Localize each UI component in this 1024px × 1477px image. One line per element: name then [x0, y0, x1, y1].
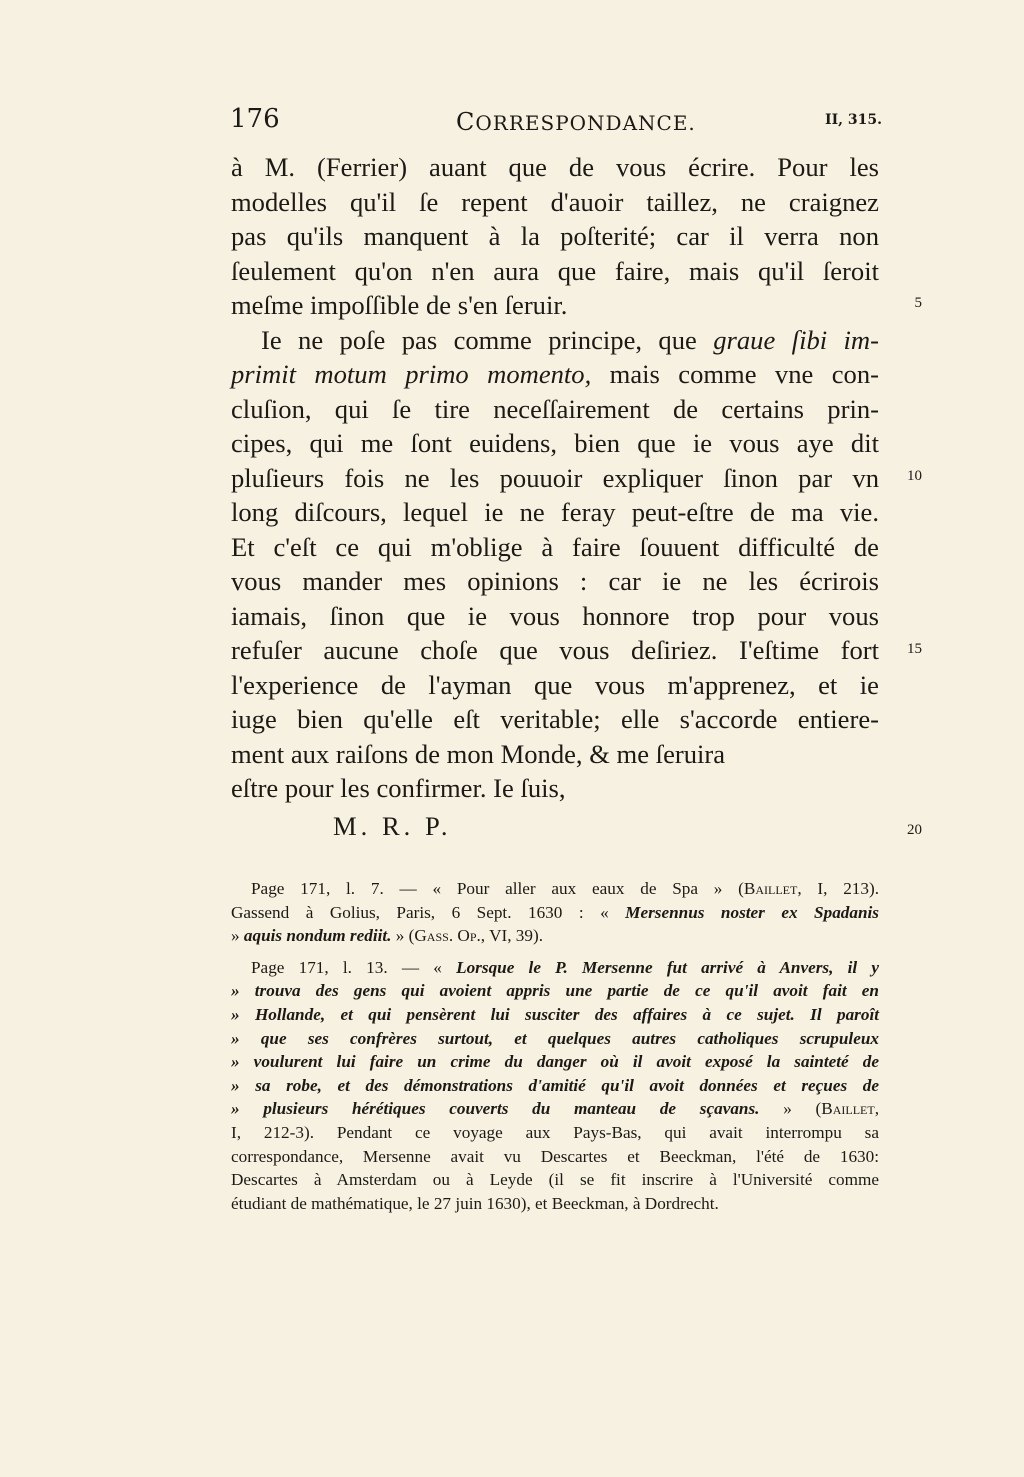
text-line: iamais, ſinon que ie vous honnore trop pour vous	[231, 600, 879, 631]
text-line: eſtre pour les confirmer. Ie ſuis,	[231, 773, 566, 803]
footnote-line	[231, 956, 879, 980]
footnote-text: ,	[874, 1099, 879, 1119]
text-line: pluſieurs fois ne les pouuoir expliquer ſinon par vn	[231, 462, 879, 493]
french-quote: » plusieurs hérétiques couverts du manteau de sçavans.	[231, 1099, 760, 1119]
footnote-line: correspondance, Mersenne avait vu Descartes et Beeckman, l'été de 1630:	[231, 1146, 879, 1166]
text-line: pas qu'ils manquent à la poſterité; car il verra non	[231, 221, 879, 251]
footnote-text: » (	[395, 926, 415, 946]
text-line: refuſer aucune choſe que vous deſiriez. I'eſtime fort	[231, 635, 879, 665]
running-title-initial: C	[456, 108, 476, 136]
text-line: l'experience de l'ayman que vous m'apprenez, et ie	[231, 669, 879, 700]
latin-quote: graue ſibi im-	[713, 324, 879, 355]
text-line: iuge bien qu'elle eſt veritable; elle s'accorde entiere-	[231, 704, 879, 734]
line-number: 20	[907, 822, 922, 838]
text-line	[231, 357, 879, 392]
footnote-text: , I, 213).	[797, 879, 879, 898]
text-line: Et c'eſt ce qui m'oblige à faire ſouuent difficulté de	[231, 531, 879, 562]
latin-quote: primit motum primo momento,	[231, 359, 592, 389]
text-line: modelles qu'il ſe repent d'auoir taillez, ne craignez	[231, 186, 879, 217]
line-number: 5	[914, 295, 922, 311]
latin-quote: aquis nondum rediit.	[243, 926, 392, 946]
footnote-line	[231, 901, 879, 925]
volume-reference: II, 315.	[825, 112, 882, 128]
line-number: 10	[907, 468, 922, 484]
running-header	[230, 104, 882, 138]
line-number: 15	[907, 641, 922, 657]
footnote-line: » trouva des gens qui avoient appris une partie de ce qu'il avoit fait en	[231, 981, 879, 1001]
text-line: cipes, qui me ſont euidens, bien que ie vous aye dit	[231, 428, 879, 458]
footnote-line: » voulurent lui faire un crime du danger où il avoit exposé la sainteté de	[231, 1052, 879, 1072]
french-quote: Lorsque le P. Mersenne fut arrivé à Anvers, il y	[456, 957, 880, 977]
footnote-line: » que ses confrères surtout, et quelques autres catholiques scrupuleux	[231, 1028, 879, 1048]
latin-quote: Mersennus noster ex Spadanis	[625, 902, 879, 922]
text-line: cluſion, qui ſe tire neceſſairement de certains prin-	[231, 393, 879, 424]
footnote-text: Page 171, l. 7. — « Pour aller aux eaux de Spa » (	[251, 879, 744, 898]
footnote-line	[231, 1097, 879, 1121]
text-line: meſme impoſſible de s'en ſeruir.	[231, 290, 568, 320]
footnote-line: étudiant de mathématique, le 27 juin 1630), et Beeckman, à Dordrecht.	[231, 1193, 719, 1213]
text-segment: mais comme vne con-	[609, 359, 879, 389]
author-name: Baillet	[743, 879, 798, 898]
footnote-text: Page 171, l. 13. — «	[251, 957, 442, 977]
text-line: long diſcours, lequel ie ne feray peut-eſtre de ma vie.	[231, 497, 879, 527]
text-line: vous mander mes opinions : car ie ne les écrirois	[231, 566, 879, 596]
text-line	[231, 323, 879, 358]
footnote-line: Descartes à Amsterdam ou à Leyde (il se fit inscrire à l'Université comme	[231, 1170, 879, 1190]
footnote-text: , VI, 39).	[480, 926, 544, 946]
text-line: ſeulement qu'on n'en aura que faire, mais qu'il ſeroit	[231, 255, 879, 286]
page-number: 176	[230, 104, 280, 134]
text-segment: Ie ne poſe pas comme principe, que	[261, 324, 697, 355]
footnote-line	[231, 877, 879, 901]
footnote-text: »	[231, 926, 240, 946]
footnotes	[231, 877, 879, 1215]
letter-text	[231, 150, 879, 843]
salutation: M. R. P.	[333, 810, 452, 841]
running-title-rest: ORRESPONDANCE.	[475, 111, 696, 135]
footnote-line: I, 212-3). Pendant ce voyage aux Pays-Bas, qui avait interrompu sa	[231, 1122, 879, 1142]
footnote-text: » (	[783, 1099, 822, 1119]
author-name: Gass. Op.	[414, 926, 481, 946]
text-line: ment aux raiſons de mon Monde, & me ſeruira	[231, 738, 726, 769]
footnote-line: » Hollande, et qui pensèrent lui susciter des affaires à ce sujet. Il paroît	[231, 1004, 879, 1024]
running-title	[456, 108, 696, 136]
text-line: à M. (Ferrier) auant que de vous écrire. Pour les	[231, 152, 879, 182]
footnote-line: » sa robe, et des démonstrations d'amitié qu'il avoit données et reçues de	[231, 1075, 879, 1095]
footnote-line	[231, 924, 879, 948]
footnote-text: Gassend à Golius, Paris, 6 Sept. 1630 : «	[231, 902, 609, 922]
author-name: Baillet	[821, 1099, 875, 1119]
